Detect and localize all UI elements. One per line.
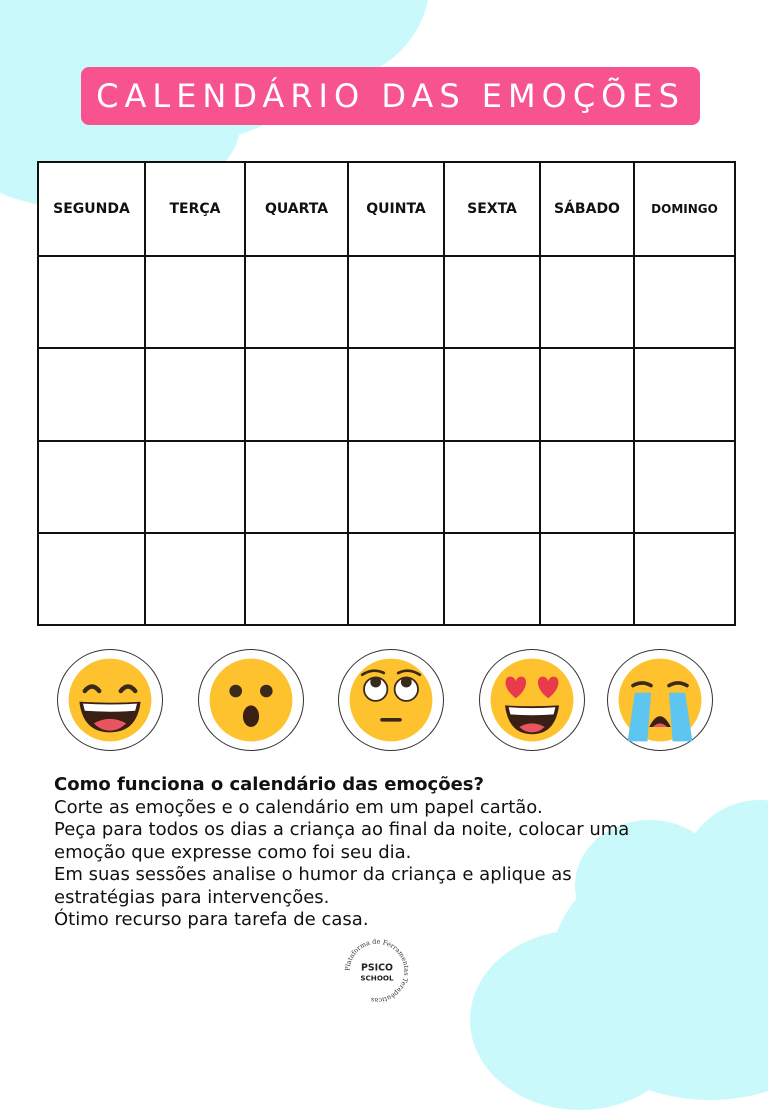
day-header-sabado: SÁBADO — [540, 162, 634, 256]
calendar-cell[interactable] — [634, 441, 735, 533]
calendar-cell[interactable] — [348, 533, 444, 625]
calendar-cell[interactable] — [145, 348, 245, 440]
calendar-cell[interactable] — [348, 441, 444, 533]
logo-ring-text: Plataforma de Ferramentas Terapêuticas — [343, 937, 411, 1005]
day-header-segunda: SEGUNDA — [38, 162, 145, 256]
calendar-cell[interactable] — [444, 441, 540, 533]
calendar-cell[interactable] — [540, 348, 634, 440]
calendar-cell[interactable] — [38, 533, 145, 625]
day-header-quarta: QUARTA — [245, 162, 348, 256]
calendar-week-row — [38, 256, 735, 348]
calendar-cell[interactable] — [245, 441, 348, 533]
calendar-cell[interactable] — [38, 441, 145, 533]
logo-name-line1: PSICO — [361, 962, 393, 974]
calendar-cell[interactable] — [145, 441, 245, 533]
surprised-face-icon — [206, 655, 296, 745]
calendar-cell[interactable] — [348, 348, 444, 440]
calendar-cell[interactable] — [634, 256, 735, 348]
instructions-heading: Como funciona o calendário das emoções? — [54, 774, 484, 795]
calendar-header-row — [38, 162, 735, 256]
emotion-crying[interactable] — [607, 649, 713, 751]
calendar-cell[interactable] — [245, 348, 348, 440]
calendar-week-row — [38, 348, 735, 440]
instruction-line: Em suas sessões analise o humor da criança e aplique as — [54, 864, 572, 885]
calendar-cell[interactable] — [145, 256, 245, 348]
calendar-week-row — [38, 533, 735, 625]
calendar-cell[interactable] — [348, 256, 444, 348]
calendar-cell[interactable] — [38, 348, 145, 440]
laughing-face-icon — [65, 655, 155, 745]
calendar-cell[interactable] — [634, 533, 735, 625]
day-header-sexta: SEXTA — [444, 162, 540, 256]
day-header-domingo: DOMINGO — [634, 162, 735, 256]
emotion-surprised[interactable] — [198, 649, 304, 751]
logo-name-line2: SCHOOL — [360, 973, 394, 983]
instruction-line: emoção que expresse como foi seu dia. — [54, 841, 412, 863]
heart-eyes-face-icon — [487, 655, 577, 745]
page-title: CALENDÁRIO DAS EMOÇÕES — [81, 67, 700, 125]
calendar-cell[interactable] — [444, 256, 540, 348]
calendar-cell[interactable] — [444, 533, 540, 625]
calendar-cell[interactable] — [634, 348, 735, 440]
instruction-line: Ótimo recurso para tarefa de casa. — [54, 909, 369, 930]
emotion-eye-roll[interactable] — [338, 649, 444, 751]
instruction-line: Peça para todos os dias a criança ao final da noite, colocar uma — [54, 819, 630, 840]
day-header-quinta: QUINTA — [348, 162, 444, 256]
calendar-cell[interactable] — [38, 256, 145, 348]
day-header-terca: TERÇA — [145, 162, 245, 256]
calendar-cell[interactable] — [245, 256, 348, 348]
psico-school-logo — [341, 935, 413, 1007]
crying-face-icon — [615, 655, 705, 745]
calendar-cell[interactable] — [540, 533, 634, 625]
emotion-heart-eyes[interactable] — [479, 649, 585, 751]
instruction-line: estratégias para intervenções. — [54, 886, 330, 908]
calendar-cell[interactable] — [145, 533, 245, 625]
calendar-cell[interactable] — [245, 533, 348, 625]
eye-roll-face-icon — [346, 655, 436, 745]
emotion-laughing[interactable] — [57, 649, 163, 751]
calendar-cell[interactable] — [540, 441, 634, 533]
instructions — [54, 774, 734, 932]
calendar-cell[interactable] — [540, 256, 634, 348]
calendar-cell[interactable] — [444, 348, 540, 440]
calendar-week-row — [38, 441, 735, 533]
instruction-line: Corte as emoções e o calendário em um papel cartão. — [54, 796, 543, 818]
emotion-calendar — [37, 161, 736, 626]
